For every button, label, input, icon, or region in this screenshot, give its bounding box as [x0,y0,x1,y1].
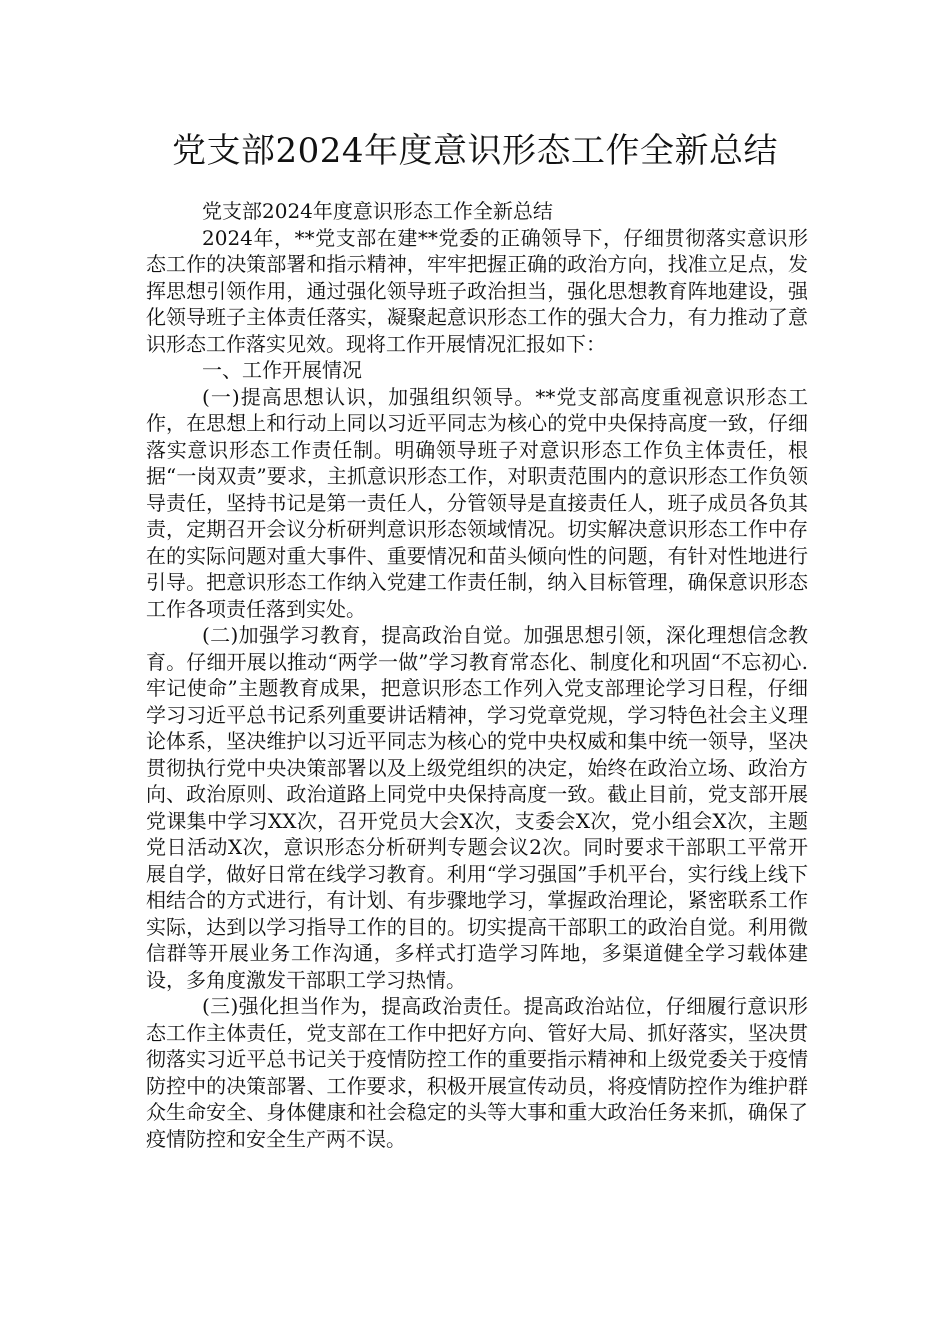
section-2-paragraph: (二)加强学习教育，提高政治自觉。加强思想引领，深化理想信念教育。仔细开展以推动“两学一做”学习教育常态化、制度化和巩固“不忘初心.牢记使命”主题教育成果，把意识形态工作列入党支部理论学习日程，仔细学习习近平总书记系列重要讲话精神，学习党章党规，学习特色社会主义理论体系，坚决维护以习近平同志为核心的党中央权威和集中统一领导，坚决贯彻执行党中央决策部署以及上级党组织的决定，始终在政治立场、政治方向、政治原则、政治道路上同党中央保持高度一致。截止目前，党支部开展党课集中学习XX次，召开党员大会X次，支委会X次，党小组会X次，主题党日活动X次，意识形态分析研判专题会议2次。同时要求干部职工平常开展自学，做好日常在线学习教育。利用“学习强国”手机平台，实行线上线下相结合的方式进行，有计划、有步骤地学习，掌握政治理论，紧密联系工作实际，达到以学习指导工作的目的。切实提高干部职工的政治自觉。利用微信群等开展业务工作沟通，多样式打造学习阵地，多渠道健全学习载体建设，多角度激发干部职工学习热情。 [146,623,808,992]
section-3-paragraph: (三)强化担当作为，提高政治责任。提高政治站位，仔细履行意识形态工作主体责任，党支部在工作中把好方向、管好大局、抓好落实，坚决贯彻落实习近平总书记关于疫情防控工作的重要指示精神和上级党委关于疫情防控中的决策部署、工作要求，积极开展宣传动员，将疫情防控作为维护群众生命安全、身体健康和社会稳定的头等大事和重大政治任务来抓，确保了疫情防控和安全生产两不误。 [146,994,808,1151]
intro-paragraph: 2024年，**党支部在建**党委的正确领导下，仔细贯彻落实意识形态工作的决策部署和指示精神，牢牢把握正确的政治方向，找准立足点，发挥思想引领作用，通过强化领导班子政治担当，强化思想教育阵地建设，强化领导班子主体责任落实，凝聚起意识形态工作的强大合力，有力推动了意识形态工作落实见效。现将工作开展情况汇报如下： [146,225,808,356]
subtitle-paragraph: 党支部2024年度意识形态工作全新总结 [202,199,553,223]
document-body [146,198,808,1152]
section-1-paragraph: (一)提高思想认识，加强组织领导。**党支部高度重视意识形态工作，在思想上和行动上同以习近平同志为核心的党中央保持高度一致，仔细落实意识形态工作责任制。明确领导班子对意识形态工作负主体责任，根据“一岗双责”要求，主抓意识形态工作，对职责范围内的意识形态工作负领导责任，坚持书记是第一责任人，分管领导是直接责任人，班子成员各负其责，定期召开会议分析研判意识形态领域情况。切实解决意识形态工作中存在的实际问题对重大事件、重要情况和苗头倾向性的问题，有针对性地进行引导。把意识形态工作纳入党建工作责任制，纳入目标管理，确保意识形态工作各项责任落到实处。 [146,384,808,621]
document-title: 党支部2024年度意识形态工作全新总结 [171,131,779,171]
section-heading: 一、工作开展情况 [202,358,362,382]
